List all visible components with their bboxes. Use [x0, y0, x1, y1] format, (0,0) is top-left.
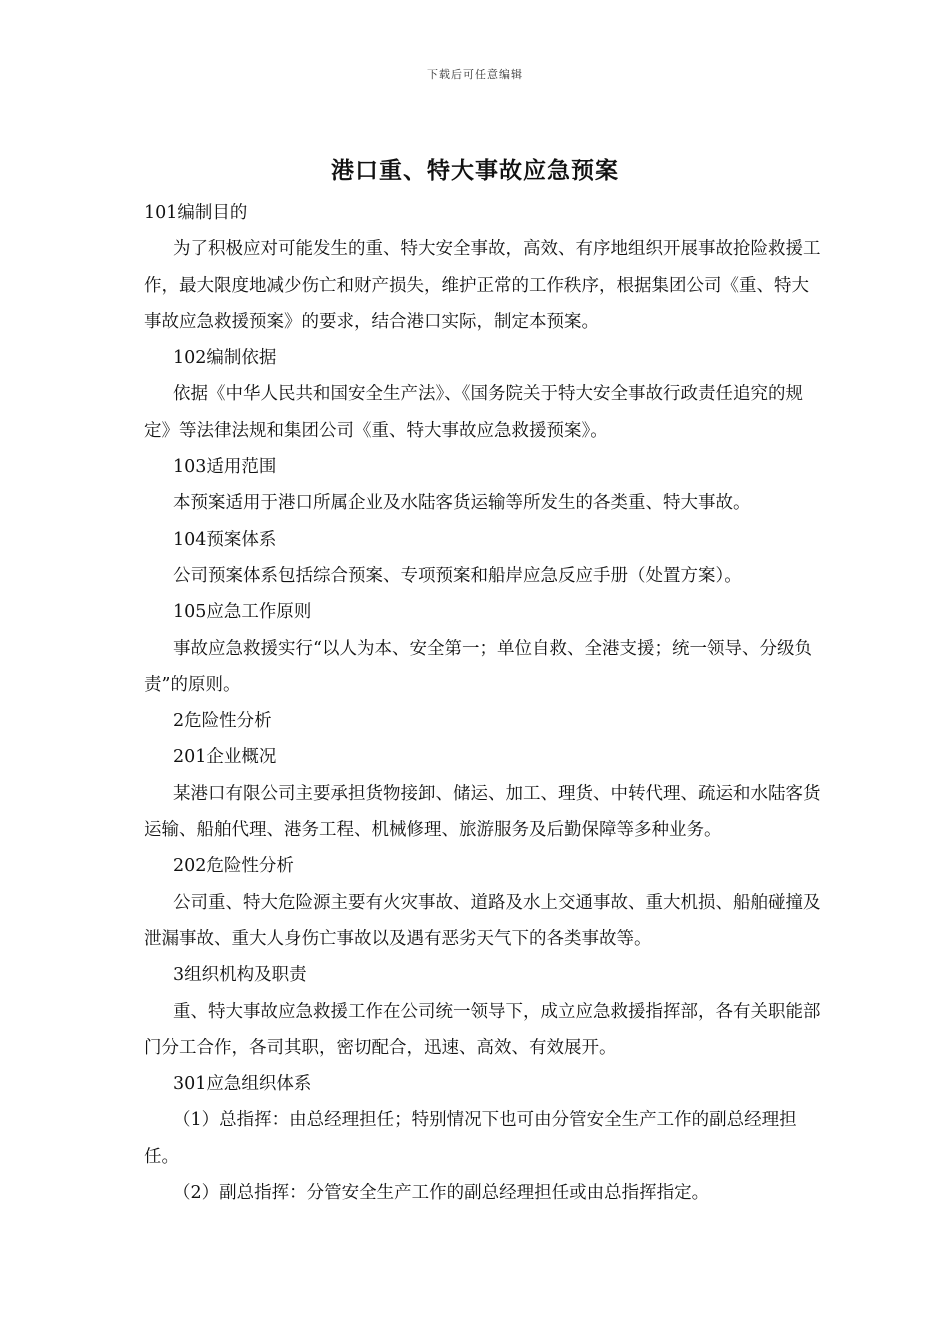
- header-note: 下载后可任意编辑: [427, 68, 523, 81]
- section-heading-202: 202危险性分析: [173, 856, 294, 877]
- section-heading-102: 102编制依据: [173, 348, 277, 369]
- section-heading-101: 101编制目的: [144, 203, 248, 223]
- section-heading-3: 3组织机构及职责: [173, 965, 307, 986]
- section-heading-301: 301应急组织体系: [173, 1074, 312, 1095]
- paragraph-basis: 依据《中华人民共和国安全生产法》、《国务院关于特大安全事故行政责任追究的规定》等法律法规和集团公司《重、特大事故应急救援预案》。: [144, 384, 803, 441]
- section-heading-105: 105应急工作原则: [173, 602, 312, 623]
- document-body: [144, 195, 824, 1211]
- section-heading-2: 2危险性分析: [173, 711, 272, 732]
- document-title: 港口重、特大事故应急预案: [331, 158, 619, 184]
- section-heading-201: 201企业概况: [173, 747, 277, 768]
- paragraph-scope: 本预案适用于港口所属企业及水陆客货运输等所发生的各类重、特大事故。: [173, 493, 751, 514]
- section-heading-103: 103适用范围: [173, 457, 277, 478]
- paragraph-plan-system: 公司预案体系包括综合预案、专项预案和船岸应急反应手册（处置方案）。: [173, 565, 742, 586]
- paragraph-commander: （1）总指挥：由总经理担任；特别情况下也可由分管安全生产工作的副总经理担任。: [144, 1110, 797, 1167]
- section-heading-104: 104预案体系: [173, 529, 277, 550]
- paragraph-principles: 事故应急救援实行“以人为本、安全第一；单位自救、全港支援；统一领导、分级负责”的原则。: [144, 638, 812, 695]
- paragraph-organization: 重、特大事故应急救援工作在公司统一领导下，成立应急救援指挥部，各有关职能部门分工合作，各司其职，密切配合，迅速、高效、有效展开。: [144, 1001, 821, 1058]
- paragraph-purpose: 为了积极应对可能发生的重、特大安全事故，高效、有序地组织开展事故抢险救援工作，最大限度地减少伤亡和财产损失，维护正常的工作秩序，根据集团公司《重、特大事故应急救援预案》的要求，结合港口实际，制定本预案。: [144, 239, 821, 332]
- paragraph-company-overview: 某港口有限公司主要承担货物接卸、储运、加工、理货、中转代理、疏运和水陆客货运输、船舶代理、港务工程、机械修理、旅游服务及后勤保障等多种业务。: [144, 783, 821, 841]
- paragraph-risk-analysis: 公司重、特大危险源主要有火灾事故、道路及水上交通事故、重大机损、船舶碰撞及泄漏事故、重大人身伤亡事故以及遇有恶劣天气下的各类事故等。: [144, 892, 821, 949]
- paragraph-deputy-commander: （2）副总指挥：分管安全生产工作的副总经理担任或由总指挥指定。: [173, 1183, 710, 1204]
